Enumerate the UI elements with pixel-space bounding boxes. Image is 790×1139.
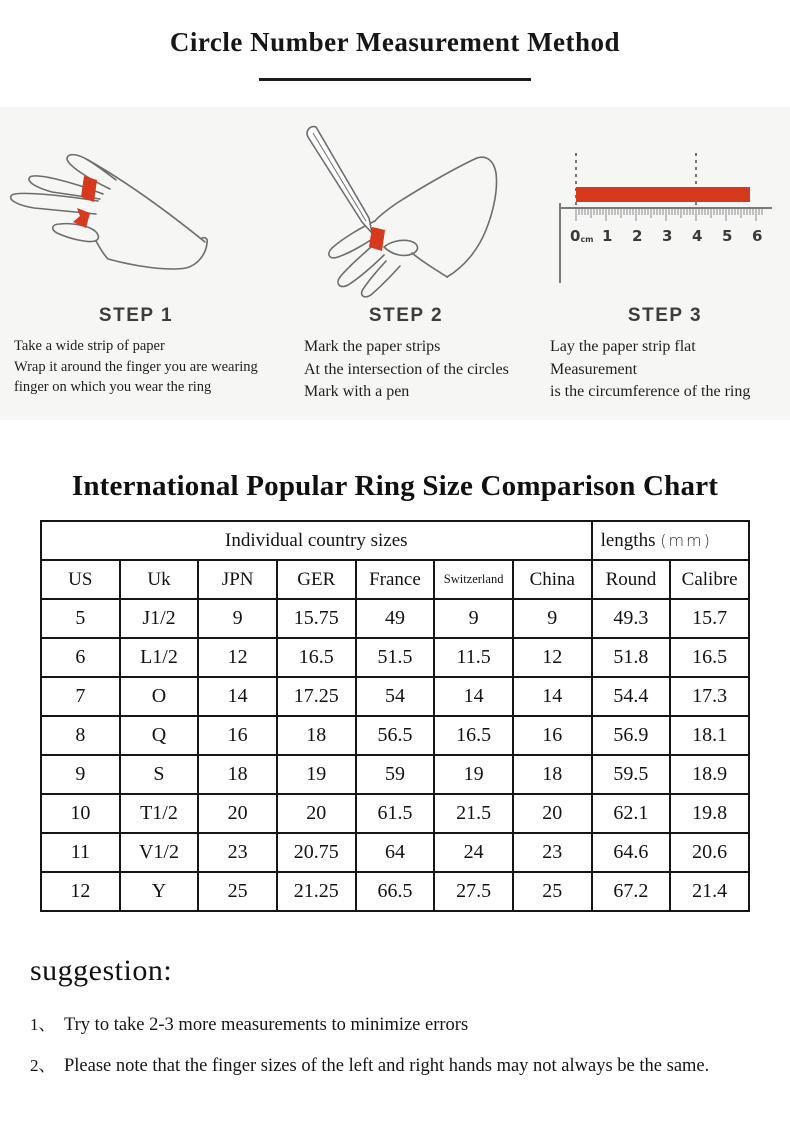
table-cell: 20	[198, 794, 277, 833]
svg-text:5: 5	[722, 227, 733, 245]
svg-text:6: 6	[752, 227, 763, 245]
column-header-round: Round	[592, 560, 671, 599]
column-header-us: US	[41, 560, 120, 599]
svg-text:4: 4	[692, 227, 703, 245]
table-cell: 18.1	[670, 716, 749, 755]
column-header-uk: Uk	[120, 560, 199, 599]
table-cell: 56.9	[592, 716, 671, 755]
column-header-ger: GER	[277, 560, 356, 599]
table-cell: 15.7	[670, 599, 749, 638]
table-cell: 61.5	[356, 794, 435, 833]
table-cell: 21.25	[277, 872, 356, 911]
table-cell: S	[120, 755, 199, 794]
step-2	[272, 115, 540, 404]
paper-strip	[576, 187, 750, 202]
column-header-france: France	[356, 560, 435, 599]
table-cell: 9	[41, 755, 120, 794]
table-cell: 14	[198, 677, 277, 716]
table-cell: 21.5	[434, 794, 513, 833]
table-cell: 64.6	[592, 833, 671, 872]
step-1-label: STEP 1	[98, 305, 174, 326]
table-cell: 18	[198, 755, 277, 794]
table-cell: 9	[513, 599, 592, 638]
table-cell: 16.5	[434, 716, 513, 755]
suggestion-list	[30, 1010, 790, 1077]
table-cell: 19	[434, 755, 513, 794]
table-cell: 56.5	[356, 716, 435, 755]
step-3	[540, 115, 790, 404]
table-cell: J1/2	[120, 599, 199, 638]
table-row	[41, 833, 749, 872]
table-cell: 59	[356, 755, 435, 794]
table-cell: 12	[513, 638, 592, 677]
ruler-labels	[570, 227, 762, 245]
column-header-calibre: Calibre	[670, 560, 749, 599]
step-3-line-3: is the circumference of the ring	[550, 383, 751, 401]
column-header-jpn: JPN	[198, 560, 277, 599]
suggestion-item-number: 2、	[30, 1056, 56, 1076]
table-cell: 17.3	[670, 677, 749, 716]
table-cell: 18	[277, 716, 356, 755]
suggestion-item-text: Try to take 2-3 more measurements to minimize errors	[64, 1015, 469, 1036]
suggestion-item-number: 1、	[30, 1015, 56, 1035]
svg-text:3: 3	[662, 227, 673, 245]
table-cell: 18	[513, 755, 592, 794]
column-header-china: China	[513, 560, 592, 599]
table-cell: V1/2	[120, 833, 199, 872]
hand-with-paper-strip-illustration	[0, 115, 272, 299]
table-cell: 15.75	[277, 599, 356, 638]
table-cell: 17.25	[277, 677, 356, 716]
table-cell: 19	[277, 755, 356, 794]
suggestion-item	[30, 1010, 790, 1036]
step-3-line-1: Lay the paper strip flat	[550, 338, 696, 355]
table-cell: 20	[277, 794, 356, 833]
table-cell: 51.5	[356, 638, 435, 677]
table-cell: 19.8	[670, 794, 749, 833]
table-cell: 20.6	[670, 833, 749, 872]
table-cell: 25	[513, 872, 592, 911]
hand-strip-icon	[0, 115, 272, 299]
size-table-body	[41, 599, 749, 911]
column-header-row	[41, 560, 749, 599]
table-row	[41, 599, 749, 638]
step-3-label: STEP 3	[627, 305, 703, 326]
table-cell: 10	[41, 794, 120, 833]
table-cell: 8	[41, 716, 120, 755]
table-cell: 49.3	[592, 599, 671, 638]
table-cell: 6	[41, 638, 120, 677]
suggestion-item	[30, 1051, 790, 1077]
step-1	[0, 115, 272, 404]
step-1-line-2: Wrap it around the finger you are wearing	[14, 358, 258, 375]
table-cell: 9	[198, 599, 277, 638]
table-cell: 11.5	[434, 638, 513, 677]
table-cell: Y	[120, 872, 199, 911]
table-cell: 20.75	[277, 833, 356, 872]
table-cell: 54	[356, 677, 435, 716]
table-cell: 25	[198, 872, 277, 911]
table-cell: O	[120, 677, 199, 716]
table-cell: 16	[198, 716, 277, 755]
step-3-line-2: Measurement	[550, 360, 638, 378]
step-2-line-2: At the intersection of the circles	[304, 360, 509, 378]
table-cell: 27.5	[434, 872, 513, 911]
group-header-lengths	[592, 521, 749, 560]
lengths-unit: (mm)	[660, 530, 712, 550]
table-cell: 49	[356, 599, 435, 638]
table-cell: 23	[198, 833, 277, 872]
table-cell: 21.4	[670, 872, 749, 911]
step-2-line-1: Mark the paper strips	[304, 338, 441, 355]
table-cell: 64	[356, 833, 435, 872]
ring-size-table	[40, 520, 750, 912]
suggestion-heading: suggestion:	[30, 954, 173, 988]
table-row	[41, 716, 749, 755]
group-header-row	[41, 521, 749, 560]
hand-pen-icon	[272, 115, 540, 299]
table-cell: 20	[513, 794, 592, 833]
step-2-text	[272, 336, 540, 404]
table-cell: 16.5	[277, 638, 356, 677]
hand-with-pen-illustration	[272, 115, 540, 299]
table-cell: 12	[41, 872, 120, 911]
svg-text:2: 2	[632, 227, 643, 245]
table-cell: 54.4	[592, 677, 671, 716]
table-cell: 7	[41, 677, 120, 716]
measurement-steps	[0, 107, 790, 420]
table-cell: 59.5	[592, 755, 671, 794]
table-row	[41, 872, 749, 911]
svg-text:1: 1	[602, 227, 613, 245]
table-cell: 24	[434, 833, 513, 872]
table-row	[41, 677, 749, 716]
table-cell: L1/2	[120, 638, 199, 677]
column-header-switzerland: Switzerland	[434, 560, 513, 599]
step-3-text	[540, 336, 790, 404]
table-cell: 18.9	[670, 755, 749, 794]
table-cell: 66.5	[356, 872, 435, 911]
table-cell: 5	[41, 599, 120, 638]
step-2-label: STEP 2	[368, 305, 444, 326]
table-cell: 16.5	[670, 638, 749, 677]
suggestion-item-text: Please note that the finger sizes of the left and right hands may not always be the same.	[64, 1056, 710, 1077]
title-underline	[259, 78, 531, 81]
svg-text:0cm: 0cm	[570, 227, 594, 245]
table-cell: 67.2	[592, 872, 671, 911]
ruler-measurement-illustration	[540, 115, 790, 299]
table-cell: 9	[434, 599, 513, 638]
suggestion-section	[30, 954, 790, 1077]
table-cell: T1/2	[120, 794, 199, 833]
table-cell: 51.8	[592, 638, 671, 677]
ruler-icon	[540, 115, 790, 299]
table-cell: 62.1	[592, 794, 671, 833]
step-1-line-3: finger on which you wear the ring	[14, 379, 212, 396]
step-1-line-1: Take a wide strip of paper	[14, 338, 165, 354]
group-header-country-sizes: Individual country sizes	[41, 521, 592, 560]
table-cell: 11	[41, 833, 120, 872]
page-header	[0, 0, 790, 81]
table-cell: Q	[120, 716, 199, 755]
table-cell: 16	[513, 716, 592, 755]
table-cell: 12	[198, 638, 277, 677]
table-cell: 14	[513, 677, 592, 716]
ring-size-table-wrapper	[40, 520, 750, 912]
table-row	[41, 755, 749, 794]
table-row	[41, 794, 749, 833]
lengths-label: lengths	[600, 529, 656, 551]
ruler-ticks	[576, 209, 762, 221]
chart-title: International Popular Ring Size Comparison Chart	[71, 470, 719, 503]
table-cell: 14	[434, 677, 513, 716]
step-1-text	[0, 336, 272, 398]
table-row	[41, 638, 749, 677]
table-cell: 23	[513, 833, 592, 872]
page-title: Circle Number Measurement Method	[169, 27, 621, 57]
step-2-line-3: Mark with a pen	[304, 383, 410, 401]
